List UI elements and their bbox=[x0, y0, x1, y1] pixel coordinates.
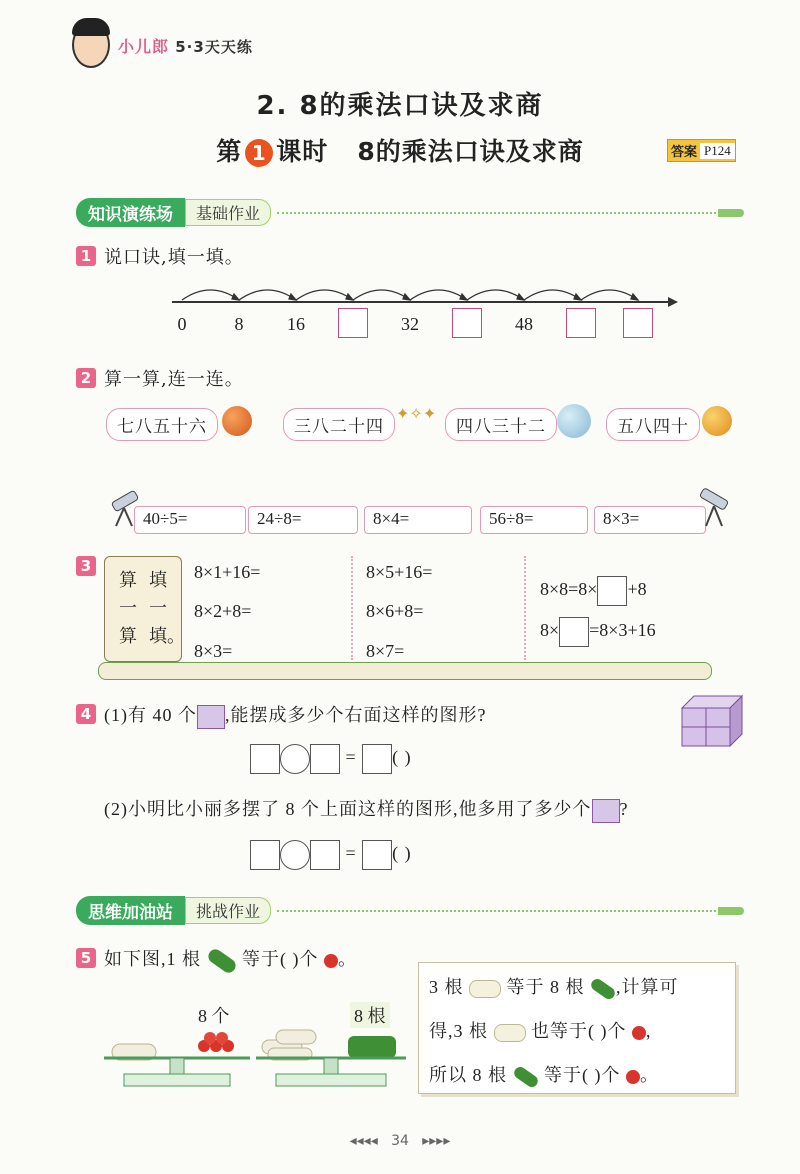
answer-box[interactable] bbox=[623, 308, 653, 338]
expression-card[interactable]: 40÷5= bbox=[134, 506, 246, 534]
radish-icon bbox=[469, 980, 501, 998]
jump-arc bbox=[524, 290, 581, 300]
scroll-char: 填 bbox=[149, 626, 167, 647]
operator-circle[interactable] bbox=[280, 840, 310, 870]
arrow-head bbox=[346, 294, 353, 300]
calc-item: 8× =8×3+16 bbox=[540, 617, 656, 647]
answer-box[interactable] bbox=[452, 308, 482, 338]
tomato-icon bbox=[324, 954, 338, 968]
answer-box[interactable] bbox=[310, 744, 340, 774]
calc-item: 8×6+8= bbox=[366, 601, 424, 621]
scale-label: 8 个 bbox=[198, 1006, 230, 1026]
scroll-char: 填 bbox=[149, 570, 167, 591]
balance-scale-right bbox=[256, 1022, 406, 1090]
arrow-head bbox=[574, 294, 581, 300]
cube-icon bbox=[197, 705, 225, 729]
reasoning-line: 得,3 根 也等于( )个 , bbox=[429, 1021, 652, 1041]
expression-card[interactable]: 8×4= bbox=[364, 506, 472, 534]
question-number: 1 bbox=[76, 246, 96, 266]
rhyme-card[interactable]: 四八三十二 bbox=[445, 408, 557, 441]
telescope-icon bbox=[692, 486, 736, 530]
section-challenge bbox=[76, 896, 744, 925]
answer-box[interactable] bbox=[566, 308, 596, 338]
question-number: 4 bbox=[76, 704, 96, 724]
cube-icon bbox=[592, 799, 620, 823]
divider bbox=[351, 556, 353, 660]
jump-arc bbox=[239, 290, 296, 300]
arrow-head bbox=[631, 294, 638, 300]
equation-template: = ( ) bbox=[250, 840, 412, 870]
scroll-char: 算 bbox=[119, 626, 137, 647]
answer-box[interactable] bbox=[250, 744, 280, 774]
calc-item: 8×5+16= bbox=[366, 562, 433, 582]
section-pill: 思维加油站 bbox=[76, 896, 185, 925]
question-text: 说口诀,填一填。 bbox=[104, 247, 244, 268]
tomato-icon bbox=[632, 1026, 646, 1040]
jump-arc bbox=[410, 290, 467, 300]
cucumber-icon bbox=[589, 977, 617, 1002]
tick-labels bbox=[0, 314, 800, 348]
question-text: (1)有 40 个 ,能摆成多少个右面这样的图形? bbox=[104, 701, 487, 729]
calc-item: 8×2+8= bbox=[194, 601, 252, 621]
balance-scale-left bbox=[104, 1022, 250, 1090]
tick-label: 48 bbox=[515, 314, 533, 334]
answer-box[interactable] bbox=[250, 840, 280, 870]
reasoning-line: 所以 8 根 等于( )个 。 bbox=[429, 1061, 659, 1087]
arrow-head bbox=[403, 294, 410, 300]
planet-icon bbox=[557, 404, 591, 438]
reasoning-box bbox=[418, 962, 736, 1094]
scroll-base bbox=[98, 662, 712, 680]
operator-circle[interactable] bbox=[280, 744, 310, 774]
expression-card[interactable]: 56÷8= bbox=[480, 506, 588, 534]
scroll-char: 一 bbox=[149, 598, 167, 619]
tick-label: 16 bbox=[287, 314, 305, 334]
answer-box[interactable] bbox=[362, 744, 392, 774]
lesson-mid: 课时 bbox=[276, 137, 329, 166]
page-number: 34 bbox=[391, 1133, 409, 1149]
expression-card[interactable]: 24÷8= bbox=[248, 506, 358, 534]
scroll-char: 。 bbox=[167, 626, 185, 647]
answer-box[interactable] bbox=[597, 576, 627, 606]
rhyme-card[interactable]: 五八四十 bbox=[606, 408, 700, 441]
tick-label: 0 bbox=[177, 314, 187, 334]
planet-icon bbox=[222, 406, 252, 436]
section-tag: 基础作业 bbox=[185, 199, 271, 226]
series-name: 5·3天天练 bbox=[175, 37, 253, 56]
lesson-number: 1 bbox=[245, 139, 273, 167]
divider bbox=[524, 556, 526, 660]
answer-page: P124 bbox=[700, 143, 735, 159]
jump-arc bbox=[182, 290, 239, 300]
answer-box[interactable] bbox=[362, 840, 392, 870]
jump-arc bbox=[581, 290, 638, 300]
section-basic bbox=[76, 198, 744, 227]
arrow-head bbox=[460, 294, 467, 300]
arrow-head bbox=[232, 294, 239, 300]
answer-box[interactable] bbox=[559, 617, 589, 647]
constellation-icon: ✦✧✦ bbox=[396, 404, 437, 423]
cube-figure-icon bbox=[680, 694, 744, 748]
tick-label: 8 bbox=[234, 314, 244, 334]
scroll-char: 一 bbox=[119, 598, 137, 619]
question-text: 如下图,1 根 等于( )个 。 bbox=[104, 945, 357, 971]
answer-label: 答案 bbox=[671, 145, 698, 160]
expression-card[interactable]: 8×3= bbox=[594, 506, 706, 534]
answer-badge[interactable] bbox=[667, 139, 736, 162]
brand-name: 小儿郎 bbox=[118, 36, 170, 56]
scale-label: 8 根 bbox=[350, 1002, 390, 1028]
lesson-prefix: 第 bbox=[216, 137, 243, 166]
cucumber-icon bbox=[205, 947, 238, 976]
calc-item: 8×8=8× +8 bbox=[540, 576, 647, 606]
calc-item: 8×3= bbox=[194, 641, 233, 661]
lesson-name: 8的乘法口诀及求商 bbox=[357, 137, 584, 166]
equation-template: = ( ) bbox=[250, 744, 412, 774]
jump-arc bbox=[467, 290, 524, 300]
pencil-icon bbox=[718, 209, 744, 217]
brand-header bbox=[72, 22, 253, 68]
tick-label: 32 bbox=[401, 314, 419, 334]
jump-arc bbox=[353, 290, 410, 300]
page-title: 2. 8的乘法口诀及求商 bbox=[256, 91, 544, 121]
cucumber-icon bbox=[511, 1065, 539, 1090]
answer-box[interactable] bbox=[310, 840, 340, 870]
section-tag: 挑战作业 bbox=[185, 897, 271, 924]
page-footer: ◂◂◂◂ 34 ▸▸▸▸ bbox=[349, 1133, 451, 1149]
arrow-head bbox=[517, 294, 524, 300]
arrow-head bbox=[289, 294, 296, 300]
scroll-char: 算 bbox=[119, 570, 137, 591]
rhyme-card[interactable]: 三八二十四 bbox=[283, 408, 395, 441]
calc-item: 8×7= bbox=[366, 641, 405, 661]
radish-icon bbox=[494, 1024, 526, 1042]
rhyme-card[interactable]: 七八五十六 bbox=[106, 408, 218, 441]
answer-box[interactable] bbox=[338, 308, 368, 338]
question-text: (2)小明比小丽多摆了 8 个上面这样的图形,他多用了多少个 ? bbox=[104, 795, 629, 823]
scroll-card bbox=[104, 556, 185, 662]
question-number: 2 bbox=[76, 368, 96, 388]
number-line bbox=[170, 276, 680, 310]
planet-icon bbox=[702, 406, 732, 436]
tomato-icon bbox=[626, 1070, 640, 1084]
reasoning-line: 3 根 等于 8 根 ,计算可 bbox=[429, 973, 679, 999]
mascot-icon bbox=[72, 22, 110, 68]
calc-item: 8×1+16= bbox=[194, 562, 261, 582]
question-number: 5 bbox=[76, 948, 96, 968]
question-text: 算一算,连一连。 bbox=[104, 369, 244, 390]
section-pill: 知识演练场 bbox=[76, 198, 185, 227]
pencil-icon bbox=[718, 907, 744, 915]
jump-arc bbox=[296, 290, 353, 300]
question-number: 3 bbox=[76, 556, 96, 576]
